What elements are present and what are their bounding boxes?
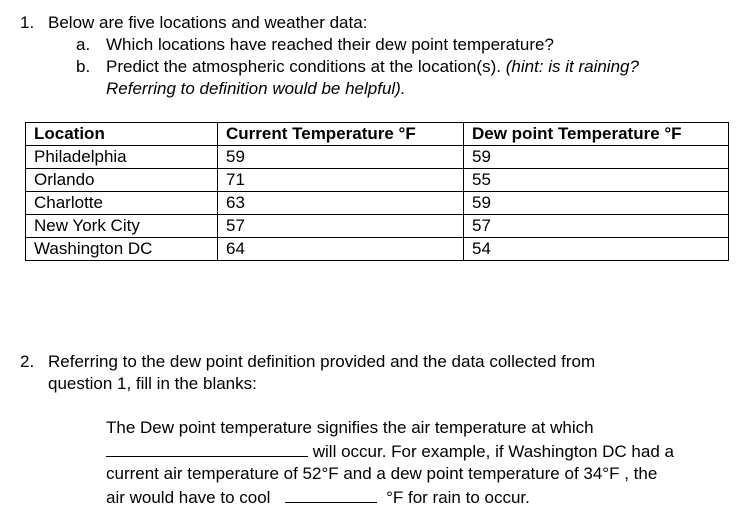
q1a-text: Which locations have reached their dew point temperature? bbox=[106, 35, 554, 54]
q2-line4-text-a: air would have to cool bbox=[106, 488, 271, 507]
cell-location: Washington DC bbox=[26, 238, 218, 261]
q2-paragraph-line2 bbox=[106, 440, 674, 462]
table-row bbox=[26, 146, 729, 169]
q1b-hint-start: (hint: is it raining? bbox=[505, 57, 639, 76]
q2-paragraph-line1: The Dew point temperature signifies the air temperature at which bbox=[106, 418, 594, 437]
blank-cooling-degrees-field[interactable] bbox=[285, 486, 377, 503]
header-location: Location bbox=[26, 123, 218, 146]
table-header-row bbox=[26, 123, 729, 146]
cell-current-temp: 57 bbox=[218, 215, 464, 238]
q2-line2-text: will occur. For example, if Washington DC had a bbox=[312, 442, 674, 461]
q1-text: Below are five locations and weather data: bbox=[48, 13, 368, 32]
cell-dew-point: 54 bbox=[464, 238, 729, 261]
q2-paragraph-line3: current air temperature of 52°F and a dew point temperature of 34°F , the bbox=[106, 464, 658, 483]
cell-dew-point: 59 bbox=[464, 192, 729, 215]
table-row bbox=[26, 215, 729, 238]
q2-paragraph-line4 bbox=[106, 486, 530, 508]
q1b-hint-end-text: Referring to definition would be helpful). bbox=[106, 79, 406, 98]
q2-number: 2. bbox=[20, 352, 35, 371]
cell-location: Charlotte bbox=[26, 192, 218, 215]
table-row bbox=[26, 192, 729, 215]
cell-dew-point: 57 bbox=[464, 215, 729, 238]
q1b-marker: b. bbox=[76, 57, 91, 76]
cell-dew-point: 59 bbox=[464, 146, 729, 169]
cell-dew-point: 55 bbox=[464, 169, 729, 192]
cell-current-temp: 71 bbox=[218, 169, 464, 192]
header-dew-point: Dew point Temperature °F bbox=[464, 123, 729, 146]
q1b-main-text: Predict the atmospheric conditions at the location(s). bbox=[106, 57, 501, 76]
q1b-text bbox=[106, 57, 639, 77]
table-row bbox=[26, 238, 729, 261]
cell-current-temp: 59 bbox=[218, 146, 464, 169]
cell-location: Orlando bbox=[26, 169, 218, 192]
weather-table bbox=[25, 122, 729, 261]
q1b-hint-end bbox=[106, 79, 406, 99]
q1-number: 1. bbox=[20, 13, 35, 32]
q2-line4-text-b: °F for rain to occur. bbox=[386, 488, 530, 507]
cell-location: New York City bbox=[26, 215, 218, 238]
cell-location: Philadelphia bbox=[26, 146, 218, 169]
cell-current-temp: 64 bbox=[218, 238, 464, 261]
q2-line2: question 1, fill in the blanks: bbox=[48, 374, 257, 393]
blank-condition-field[interactable] bbox=[106, 440, 308, 457]
q1a-marker: a. bbox=[76, 35, 91, 54]
table-row bbox=[26, 169, 729, 192]
q2-line1: Referring to the dew point definition provided and the data collected from bbox=[48, 352, 596, 371]
cell-current-temp: 63 bbox=[218, 192, 464, 215]
header-current-temp: Current Temperature °F bbox=[218, 123, 464, 146]
